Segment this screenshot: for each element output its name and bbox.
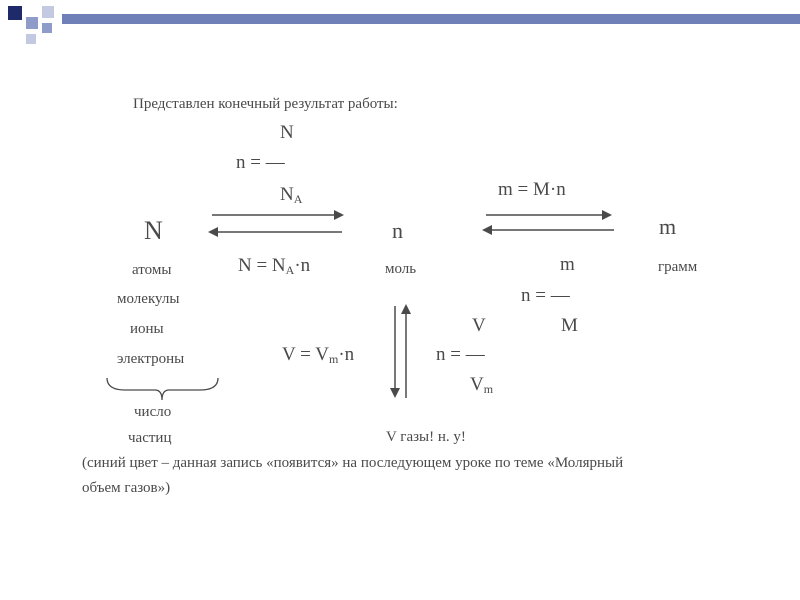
symbol-N: N xyxy=(144,216,163,245)
formula-nm-numerator: m xyxy=(560,254,575,275)
formula-N-suffix: ·n xyxy=(294,255,311,276)
header-square-2 xyxy=(26,17,38,29)
footnote-line-2: объем газов») xyxy=(82,480,171,496)
formula-nV-denominator-sub: m xyxy=(483,382,494,396)
formula-N-prefix: N = N xyxy=(238,255,286,276)
formula-n-denominator-main: N xyxy=(280,184,294,205)
arrow-right-n-to-N xyxy=(212,209,344,221)
unit-mol: моль xyxy=(385,261,417,277)
formula-n-prefix: n = — xyxy=(236,152,285,173)
unit-gram: грамм xyxy=(658,259,698,275)
header-square-1 xyxy=(8,6,22,20)
formula-n-numerator: N xyxy=(280,122,294,143)
left-item-atoms: атомы xyxy=(132,262,172,278)
formula-nV-prefix: n = — xyxy=(436,344,485,365)
formula-m-equals-mn: m = M·n xyxy=(498,179,566,200)
left-item-ions: ионы xyxy=(130,321,164,337)
arrow-up-V-to-n xyxy=(400,304,412,398)
formula-N-sub: A xyxy=(285,263,295,277)
brace-caption-line-2: частиц xyxy=(128,430,172,446)
left-item-molecules: молекулы xyxy=(117,291,180,307)
left-item-electrons: электроны xyxy=(117,351,185,367)
formula-n-denominator xyxy=(280,185,302,205)
arrow-left-m-to-n xyxy=(482,224,614,236)
brace-caption-line-1: число xyxy=(134,404,172,420)
formula-nm-prefix: n = — xyxy=(521,285,570,306)
gas-note: V газы! н. у! xyxy=(386,429,466,445)
formula-V-prefix: V = V xyxy=(282,344,329,365)
header-square-4 xyxy=(42,23,52,33)
symbol-n: n xyxy=(392,218,403,243)
formula-nm-denominator: M xyxy=(561,315,578,336)
page-title: Представлен конечный результат работы: xyxy=(133,96,398,112)
formula-V-sub: m xyxy=(328,352,339,366)
header-bar xyxy=(62,14,800,24)
header-square-5 xyxy=(26,34,36,44)
arrow-left-N-to-n xyxy=(208,226,342,238)
formula-n-denominator-sub: A xyxy=(293,192,303,206)
formula-nV-numerator: V xyxy=(472,315,486,336)
symbol-m: m xyxy=(659,214,677,239)
formula-N-equals-NAn xyxy=(238,256,310,276)
formula-nV-denominator xyxy=(470,375,493,395)
arrow-right-n-to-m xyxy=(486,209,612,221)
curly-brace xyxy=(105,376,220,404)
formula-V-suffix: ·n xyxy=(338,344,355,365)
formula-V-equals-Vmn xyxy=(282,345,354,365)
formula-nV-denominator-main: V xyxy=(470,374,484,395)
header-square-3 xyxy=(42,6,54,18)
footnote-line-1: (синий цвет – данная запись «появится» на последующем уроке по теме «Молярный xyxy=(82,455,624,471)
